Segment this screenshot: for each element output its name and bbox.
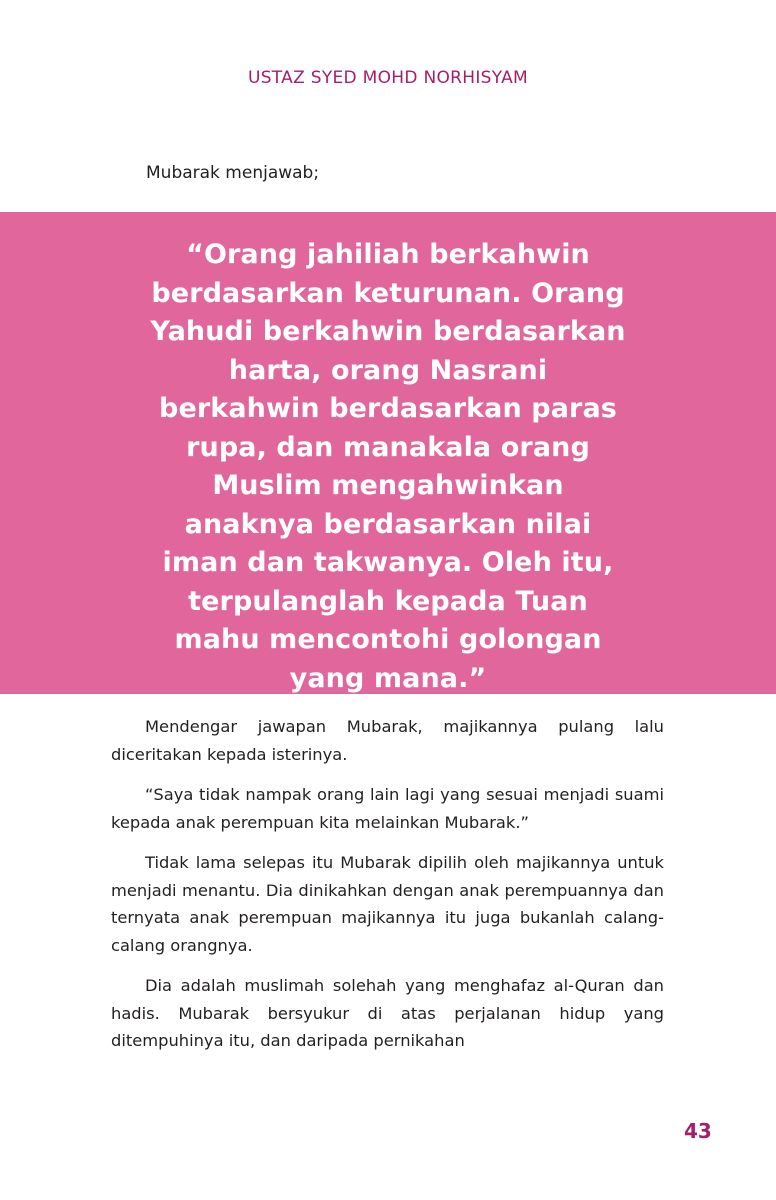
page-number: 43 <box>684 1119 712 1143</box>
pull-quote-text: “Orang jahiliah berkahwin berdasarkan keturunan. Orang Yahudi berkahwin berdasarkan harta, orang Nasrani berkahwin berdasarkan paras rupa, dan manakala orang Muslim mengahwinkan anaknya berdasarkan nilai iman dan takwanya. Oleh itu, terpulanglah kepada Tuan mahu mencontohi golongan yang mana.” <box>150 239 626 694</box>
paragraph: Dia adalah muslimah solehah yang menghafaz al-Quran dan hadis. Mubarak bersyukur di atas perjalanan hidup yang ditempuhinya itu, dan daripada pernikahan <box>111 976 664 1050</box>
intro-line: Mubarak menjawab; <box>146 163 320 183</box>
paragraph: “Saya tidak nampak orang lain lagi yang sesuai menjadi suami kepada anak perempuan kita melainkan Mubarak.” <box>111 785 664 832</box>
paragraph: Mendengar jawapan Mubarak, majikannya pulang lalu diceritakan kepada isterinya. <box>111 717 664 764</box>
body-text <box>111 713 664 1068</box>
paragraph: Tidak lama selepas itu Mubarak dipilih oleh majikannya untuk menjadi menantu. Dia dinikahkan dengan anak perempuannya dan ternyata anak perempuan majikannya itu juga bukanlah calang-calang orangnya. <box>111 853 664 955</box>
running-header: USTAZ SYED MOHD NORHISYAM <box>247 68 529 88</box>
